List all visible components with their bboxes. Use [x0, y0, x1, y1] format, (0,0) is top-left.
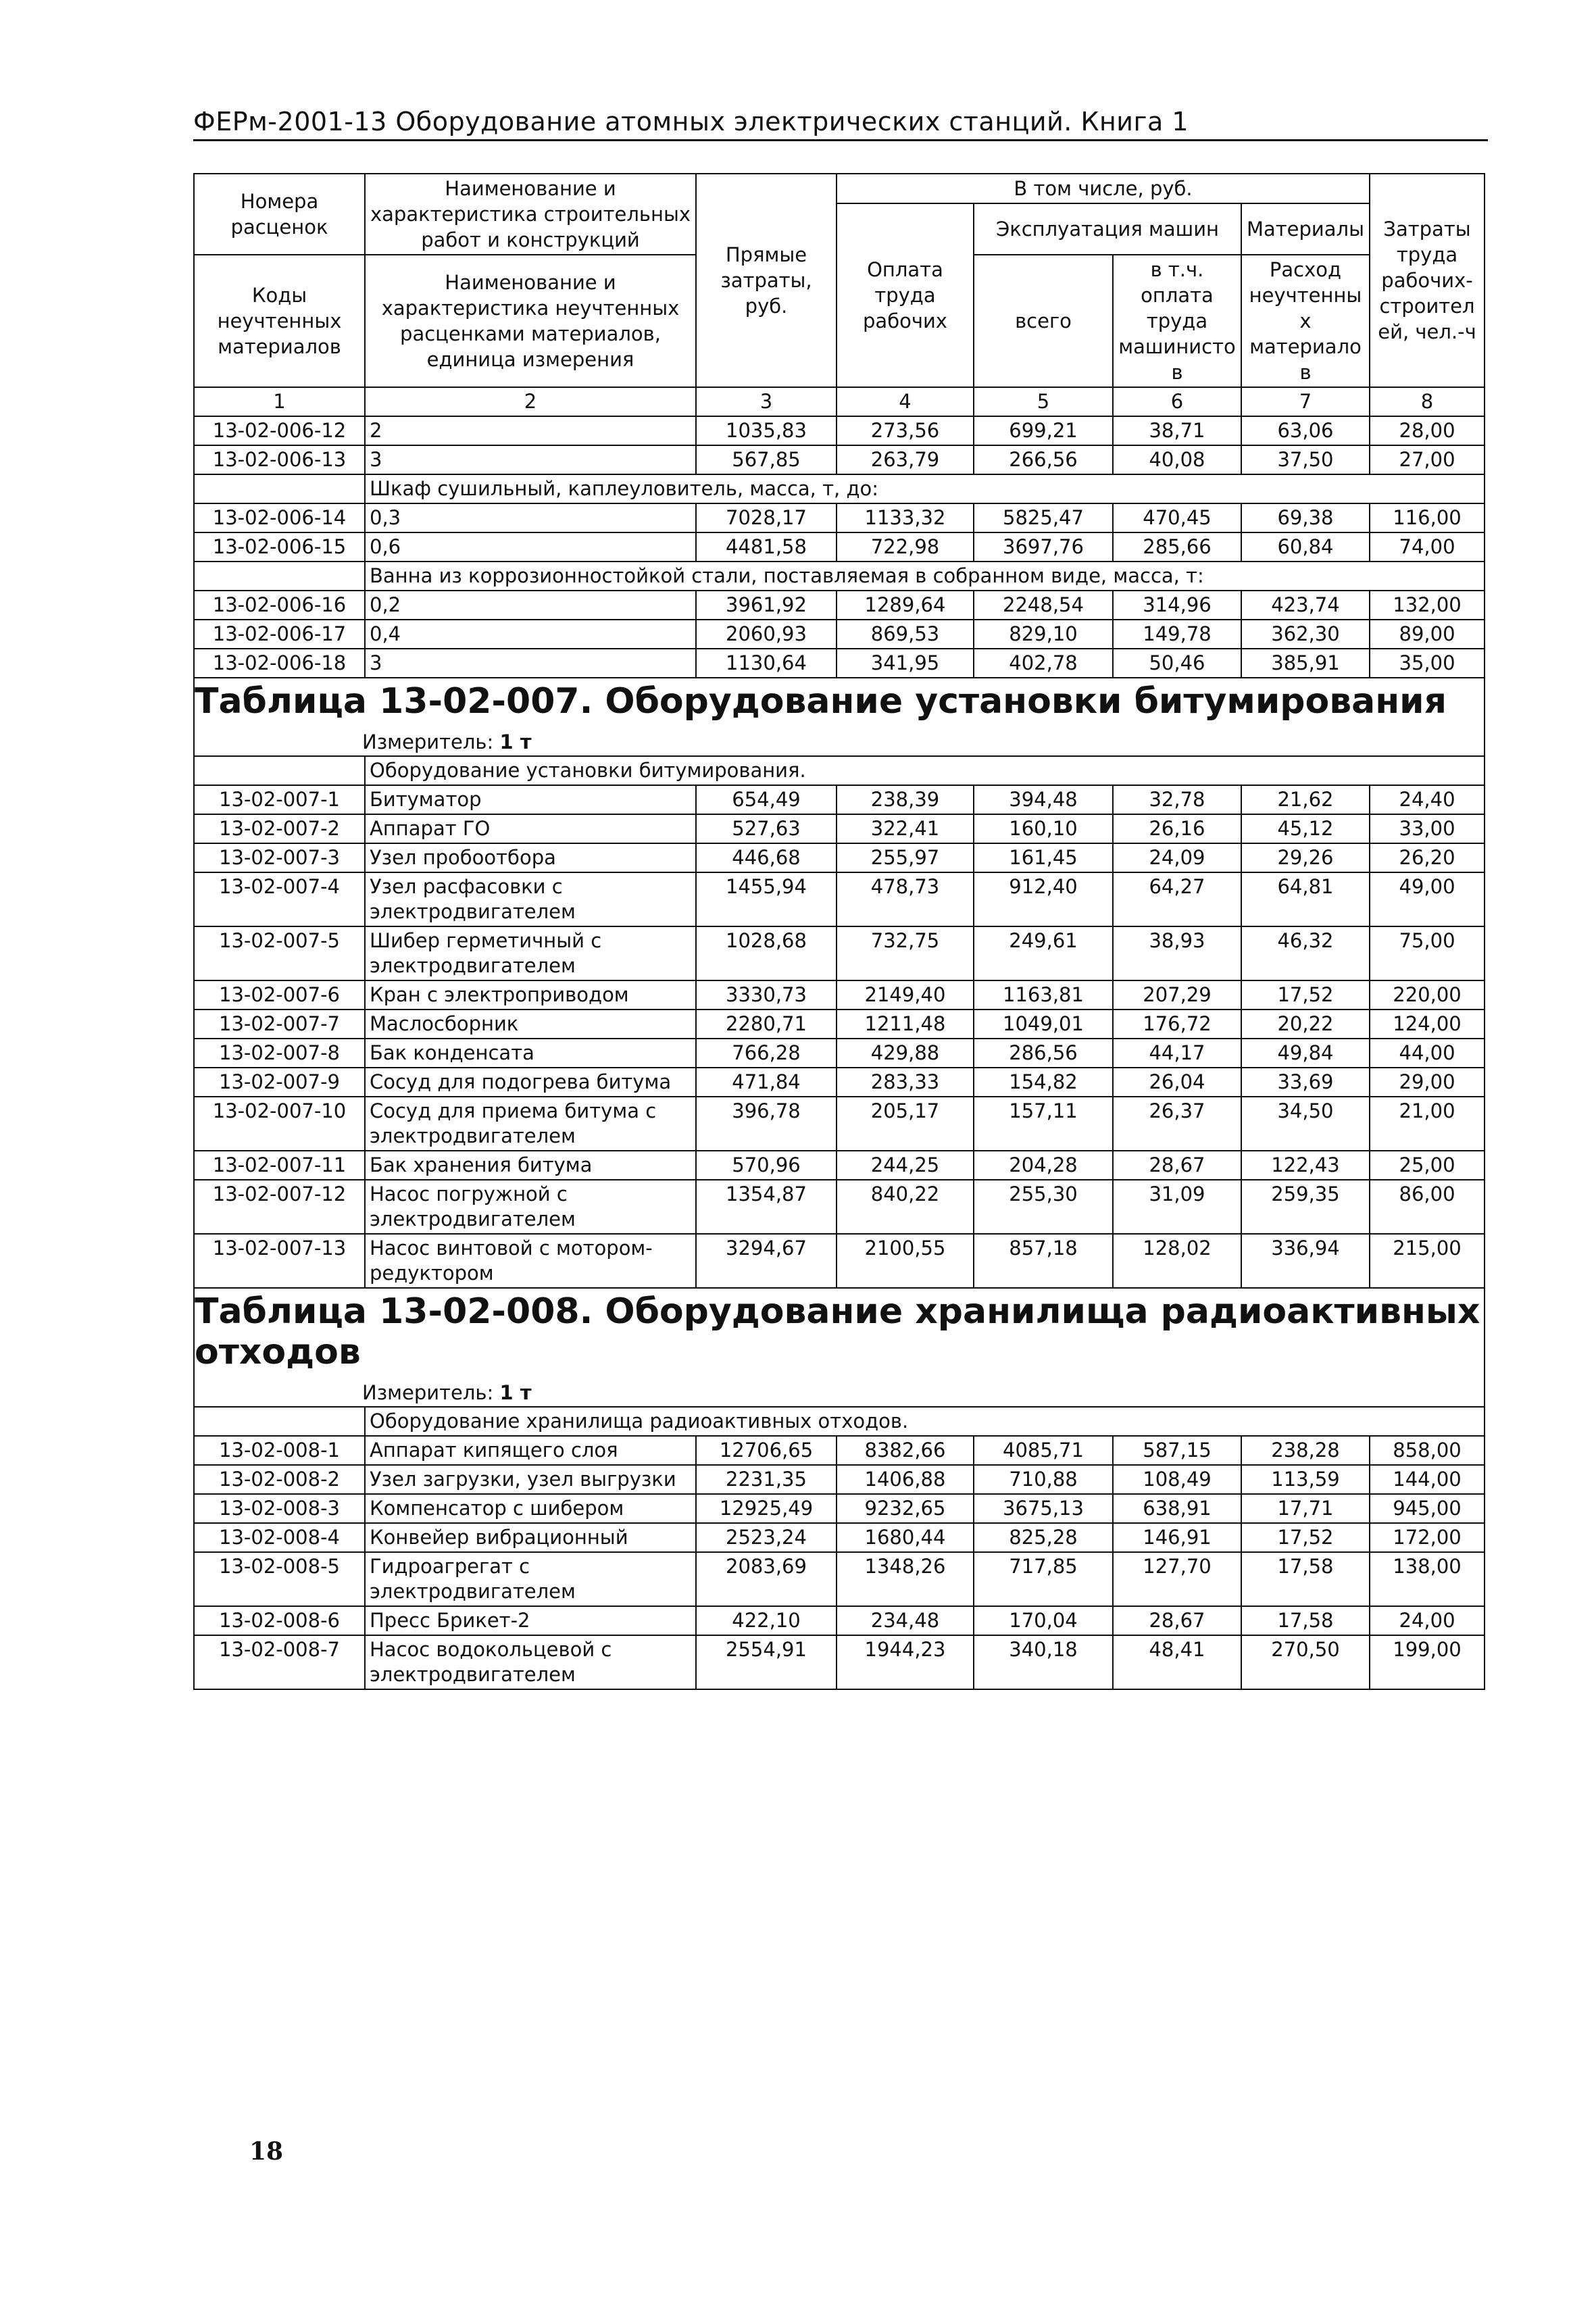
- value-cell: 17,58: [1241, 1606, 1370, 1635]
- col3-header: Прямые затраты, руб.: [696, 174, 837, 387]
- value-cell: 170,04: [974, 1606, 1113, 1635]
- rate-name: 0,4: [365, 620, 696, 649]
- value-cell: 266,56: [974, 445, 1113, 474]
- rates-table: [193, 173, 1485, 1690]
- value-cell: 28,67: [1113, 1151, 1241, 1180]
- value-cell: 24,00: [1370, 1606, 1485, 1635]
- column-index-cell: 1: [194, 387, 365, 416]
- rate-code: 13-02-007-6: [194, 980, 365, 1010]
- value-cell: 21,62: [1241, 785, 1370, 814]
- value-cell: 2149,40: [837, 980, 974, 1010]
- rate-code: 13-02-008-2: [194, 1465, 365, 1494]
- value-cell: 146,91: [1113, 1523, 1241, 1552]
- rate-name: Шибер герметичный с электродвигателем: [365, 926, 696, 980]
- value-cell: 28,67: [1113, 1606, 1241, 1635]
- value-cell: 912,40: [974, 872, 1113, 926]
- value-cell: 385,91: [1241, 649, 1370, 678]
- rate-code: 13-02-006-14: [194, 503, 365, 532]
- value-cell: 12706,65: [696, 1436, 837, 1465]
- value-cell: 766,28: [696, 1039, 837, 1068]
- value-cell: 38,93: [1113, 926, 1241, 980]
- value-cell: 336,94: [1241, 1234, 1370, 1288]
- value-cell: 1133,32: [837, 503, 974, 532]
- value-cell: 127,70: [1113, 1552, 1241, 1606]
- rate-name: Аппарат ГО: [365, 814, 696, 843]
- value-cell: 215,00: [1370, 1234, 1485, 1288]
- rate-name: Насос погружной с электродвигателем: [365, 1180, 696, 1234]
- rate-name: 0,6: [365, 532, 696, 562]
- group-title: Оборудование установки битумирования.: [365, 756, 1485, 785]
- value-cell: 35,00: [1370, 649, 1485, 678]
- group-title: Оборудование хранилища радиоактивных отходов.: [365, 1407, 1485, 1436]
- value-cell: 3961,92: [696, 591, 837, 620]
- table-row: [194, 445, 1485, 474]
- rate-name: Узел пробоотбора: [365, 843, 696, 872]
- rate-code: 13-02-007-10: [194, 1097, 365, 1151]
- value-cell: 17,71: [1241, 1494, 1370, 1523]
- value-cell: 4481,58: [696, 532, 837, 562]
- value-cell: 9232,65: [837, 1494, 974, 1523]
- table-row: [194, 532, 1485, 562]
- value-cell: 26,20: [1370, 843, 1485, 872]
- table-row: [194, 926, 1485, 980]
- value-cell: 7028,17: [696, 503, 837, 532]
- measure-label: Измеритель:: [362, 730, 494, 753]
- value-cell: 471,84: [696, 1068, 837, 1097]
- value-cell: 50,46: [1113, 649, 1241, 678]
- col2-top-header: Наименование и характеристика строительных работ и конструкций: [365, 174, 696, 255]
- value-cell: 710,88: [974, 1465, 1113, 1494]
- value-cell: 108,49: [1113, 1465, 1241, 1494]
- value-cell: 45,12: [1241, 814, 1370, 843]
- value-cell: 362,30: [1241, 620, 1370, 649]
- value-cell: 138,00: [1370, 1552, 1485, 1606]
- measure-label: Измеритель:: [362, 1381, 494, 1404]
- table-row: [194, 814, 1485, 843]
- value-cell: 37,50: [1241, 445, 1370, 474]
- value-cell: 49,84: [1241, 1039, 1370, 1068]
- value-cell: 1406,88: [837, 1465, 974, 1494]
- column-index-cell: 8: [1370, 387, 1485, 416]
- table-row: [194, 416, 1485, 445]
- value-cell: 17,52: [1241, 1523, 1370, 1552]
- value-cell: 2231,35: [696, 1465, 837, 1494]
- group-spacer: [194, 474, 365, 503]
- table-row: [194, 1552, 1485, 1606]
- rate-code: 13-02-007-12: [194, 1180, 365, 1234]
- rate-code: 13-02-008-7: [194, 1635, 365, 1689]
- value-cell: 17,52: [1241, 980, 1370, 1010]
- value-cell: 176,72: [1113, 1010, 1241, 1039]
- rate-code: 13-02-007-13: [194, 1234, 365, 1288]
- value-cell: 2280,71: [696, 1010, 837, 1039]
- table-row: [194, 1010, 1485, 1039]
- value-cell: 3294,67: [696, 1234, 837, 1288]
- value-cell: 869,53: [837, 620, 974, 649]
- value-cell: 12925,49: [696, 1494, 837, 1523]
- value-cell: 75,00: [1370, 926, 1485, 980]
- rate-code: 13-02-006-18: [194, 649, 365, 678]
- table-row: [194, 1234, 1485, 1288]
- col5-header: всего: [974, 255, 1113, 387]
- table-row: [194, 1465, 1485, 1494]
- rate-code: 13-02-006-16: [194, 591, 365, 620]
- rate-code: 13-02-007-2: [194, 814, 365, 843]
- value-cell: 2083,69: [696, 1552, 837, 1606]
- table-row: [194, 503, 1485, 532]
- rate-code: 13-02-007-1: [194, 785, 365, 814]
- group-spacer: [194, 756, 365, 785]
- value-cell: 160,10: [974, 814, 1113, 843]
- value-cell: 199,00: [1370, 1635, 1485, 1689]
- value-cell: 20,22: [1241, 1010, 1370, 1039]
- value-cell: 858,00: [1370, 1436, 1485, 1465]
- value-cell: 124,00: [1370, 1010, 1485, 1039]
- value-cell: 234,48: [837, 1606, 974, 1635]
- col7-header: Расход неучтенны х материало в: [1241, 255, 1370, 387]
- value-cell: 829,10: [974, 620, 1113, 649]
- value-cell: 21,00: [1370, 1097, 1485, 1151]
- table-row: [194, 1180, 1485, 1234]
- rate-name: Пресс Брикет-2: [365, 1606, 696, 1635]
- value-cell: 238,28: [1241, 1436, 1370, 1465]
- value-cell: 3330,73: [696, 980, 837, 1010]
- rate-code: 13-02-006-15: [194, 532, 365, 562]
- value-cell: 40,08: [1113, 445, 1241, 474]
- value-cell: 38,71: [1113, 416, 1241, 445]
- table-row: [194, 1436, 1485, 1465]
- column-index-cell: 5: [974, 387, 1113, 416]
- rate-name: Узел расфасовки с электродвигателем: [365, 872, 696, 926]
- value-cell: 116,00: [1370, 503, 1485, 532]
- value-cell: 25,00: [1370, 1151, 1485, 1180]
- value-cell: 74,00: [1370, 532, 1485, 562]
- value-cell: 263,79: [837, 445, 974, 474]
- table-body: [194, 174, 1485, 1689]
- table-row: [194, 1097, 1485, 1151]
- rate-name: 2: [365, 416, 696, 445]
- column-index-cell: 3: [696, 387, 837, 416]
- main-table-frame: [193, 173, 1484, 1690]
- value-cell: 244,25: [837, 1151, 974, 1180]
- rate-code: 13-02-008-6: [194, 1606, 365, 1635]
- section-title: Таблица 13-02-007. Оборудование установки битумирования: [195, 681, 1447, 722]
- value-cell: 89,00: [1370, 620, 1485, 649]
- rate-name: Узел загрузки, узел выгрузки: [365, 1465, 696, 1494]
- group-title: Шкаф сушильный, каплеуловитель, масса, т, до:: [365, 474, 1485, 503]
- value-cell: 255,30: [974, 1180, 1113, 1234]
- value-cell: 220,00: [1370, 980, 1485, 1010]
- col6-header: в т.ч. оплата труда машинисто в: [1113, 255, 1241, 387]
- value-cell: 429,88: [837, 1039, 974, 1068]
- value-cell: 402,78: [974, 649, 1113, 678]
- value-cell: 31,09: [1113, 1180, 1241, 1234]
- table-row: [194, 649, 1485, 678]
- measure-line: [195, 1379, 1484, 1406]
- measure-line: [195, 728, 1484, 755]
- value-cell: 113,59: [1241, 1465, 1370, 1494]
- section-title: Таблица 13-02-008. Оборудование хранилища радиоактивных отходов: [195, 1291, 1480, 1372]
- value-cell: 24,40: [1370, 785, 1485, 814]
- value-cell: 26,04: [1113, 1068, 1241, 1097]
- value-cell: 286,56: [974, 1039, 1113, 1068]
- value-cell: 26,16: [1113, 814, 1241, 843]
- group-title: Ванна из коррозионностойкой стали, поставляемая в собранном виде, масса, т:: [365, 562, 1485, 591]
- value-cell: 1354,87: [696, 1180, 837, 1234]
- page-header: ФЕРм-2001-13 Оборудование атомных электрических станций. Книга 1: [193, 107, 1488, 141]
- value-cell: 207,29: [1113, 980, 1241, 1010]
- rate-name: Кран с электроприводом: [365, 980, 696, 1010]
- rate-code: 13-02-007-5: [194, 926, 365, 980]
- rate-code: 13-02-007-9: [194, 1068, 365, 1097]
- value-cell: 638,91: [1113, 1494, 1241, 1523]
- section-header-row: [194, 1288, 1485, 1407]
- rate-name: Насос винтовой с мотором-редуктором: [365, 1234, 696, 1288]
- column-index-cell: 4: [837, 387, 974, 416]
- col4-header: Оплата труда рабочих: [837, 203, 974, 387]
- rate-code: 13-02-006-12: [194, 416, 365, 445]
- incl-header: В том числе, руб.: [837, 174, 1370, 203]
- value-cell: 394,48: [974, 785, 1113, 814]
- rate-code: 13-02-008-1: [194, 1436, 365, 1465]
- value-cell: 144,00: [1370, 1465, 1485, 1494]
- value-cell: 49,00: [1370, 872, 1485, 926]
- value-cell: 3697,76: [974, 532, 1113, 562]
- value-cell: 2060,93: [696, 620, 837, 649]
- value-cell: 1211,48: [837, 1010, 974, 1039]
- value-cell: 122,43: [1241, 1151, 1370, 1180]
- value-cell: 857,18: [974, 1234, 1113, 1288]
- column-index-cell: 7: [1241, 387, 1370, 416]
- value-cell: 527,63: [696, 814, 837, 843]
- value-cell: 8382,66: [837, 1436, 974, 1465]
- value-cell: 945,00: [1370, 1494, 1485, 1523]
- value-cell: 255,97: [837, 843, 974, 872]
- value-cell: 283,33: [837, 1068, 974, 1097]
- value-cell: 149,78: [1113, 620, 1241, 649]
- value-cell: 478,73: [837, 872, 974, 926]
- group-spacer: [194, 562, 365, 591]
- table-row: [194, 843, 1485, 872]
- rate-code: 13-02-007-4: [194, 872, 365, 926]
- table-row: [194, 1068, 1485, 1097]
- table-row: [194, 1039, 1485, 1068]
- column-index-cell: 6: [1113, 387, 1241, 416]
- table-row: [194, 872, 1485, 926]
- table-row: [194, 1494, 1485, 1523]
- value-cell: 567,85: [696, 445, 837, 474]
- materials-header: Материалы: [1241, 203, 1370, 255]
- value-cell: 32,78: [1113, 785, 1241, 814]
- col1-top-header: Номера расценок: [194, 174, 365, 255]
- rate-name: 3: [365, 445, 696, 474]
- value-cell: 29,26: [1241, 843, 1370, 872]
- rate-name: Аппарат кипящего слоя: [365, 1436, 696, 1465]
- value-cell: 1028,68: [696, 926, 837, 980]
- value-cell: 1348,26: [837, 1552, 974, 1606]
- rate-code: 13-02-006-13: [194, 445, 365, 474]
- rate-name: 0,2: [365, 591, 696, 620]
- table-row: [194, 1151, 1485, 1180]
- column-index-row: [194, 387, 1485, 416]
- value-cell: 1163,81: [974, 980, 1113, 1010]
- value-cell: 48,41: [1113, 1635, 1241, 1689]
- value-cell: 270,50: [1241, 1635, 1370, 1689]
- value-cell: 732,75: [837, 926, 974, 980]
- value-cell: 60,84: [1241, 532, 1370, 562]
- value-cell: 26,37: [1113, 1097, 1241, 1151]
- value-cell: 825,28: [974, 1523, 1113, 1552]
- value-cell: 717,85: [974, 1552, 1113, 1606]
- value-cell: 172,00: [1370, 1523, 1485, 1552]
- value-cell: 285,66: [1113, 532, 1241, 562]
- value-cell: 64,81: [1241, 872, 1370, 926]
- value-cell: 1049,01: [974, 1010, 1113, 1039]
- rate-name: Конвейер вибрационный: [365, 1523, 696, 1552]
- value-cell: 64,27: [1113, 872, 1241, 926]
- value-cell: 423,74: [1241, 591, 1370, 620]
- table-row: [194, 785, 1485, 814]
- machines-header: Эксплуатация машин: [974, 203, 1241, 255]
- value-cell: 1455,94: [696, 872, 837, 926]
- table-row: [194, 1635, 1485, 1689]
- rate-code: 13-02-006-17: [194, 620, 365, 649]
- value-cell: 63,06: [1241, 416, 1370, 445]
- rate-code: 13-02-007-8: [194, 1039, 365, 1068]
- value-cell: 44,00: [1370, 1039, 1485, 1068]
- value-cell: 273,56: [837, 416, 974, 445]
- rate-name: 3: [365, 649, 696, 678]
- rate-name: Сосуд для подогрева битума: [365, 1068, 696, 1097]
- value-cell: 840,22: [837, 1180, 974, 1234]
- table-row: [194, 980, 1485, 1010]
- value-cell: 27,00: [1370, 445, 1485, 474]
- value-cell: 322,41: [837, 814, 974, 843]
- group-spacer: [194, 1407, 365, 1436]
- value-cell: 33,00: [1370, 814, 1485, 843]
- page-number: 18: [249, 2137, 284, 2166]
- rate-code: 13-02-008-5: [194, 1552, 365, 1606]
- value-cell: 587,15: [1113, 1436, 1241, 1465]
- value-cell: 2248,54: [974, 591, 1113, 620]
- table-row: [194, 620, 1485, 649]
- value-cell: 3675,13: [974, 1494, 1113, 1523]
- col2-bottom-header: Наименование и характеристика неучтенных расценками материалов, единица измерения: [365, 255, 696, 387]
- rate-name: Компенсатор с шибером: [365, 1494, 696, 1523]
- table-row: [194, 1523, 1485, 1552]
- table-row: [194, 1606, 1485, 1635]
- rate-name: Бак конденсата: [365, 1039, 696, 1068]
- column-index-cell: 2: [365, 387, 696, 416]
- value-cell: 204,28: [974, 1151, 1113, 1180]
- measure-value: 1 т: [499, 1381, 532, 1404]
- rate-name: 0,3: [365, 503, 696, 532]
- section-header-row: [194, 678, 1485, 756]
- value-cell: 5825,47: [974, 503, 1113, 532]
- rate-name: Бак хранения битума: [365, 1151, 696, 1180]
- value-cell: 654,49: [696, 785, 837, 814]
- value-cell: 33,69: [1241, 1068, 1370, 1097]
- value-cell: 157,11: [974, 1097, 1113, 1151]
- rate-code: 13-02-008-3: [194, 1494, 365, 1523]
- value-cell: 314,96: [1113, 591, 1241, 620]
- value-cell: 161,45: [974, 843, 1113, 872]
- value-cell: 396,78: [696, 1097, 837, 1151]
- value-cell: 17,58: [1241, 1552, 1370, 1606]
- value-cell: 28,00: [1370, 416, 1485, 445]
- value-cell: 2100,55: [837, 1234, 974, 1288]
- value-cell: 340,18: [974, 1635, 1113, 1689]
- group-row: [194, 474, 1485, 503]
- value-cell: 4085,71: [974, 1436, 1113, 1465]
- value-cell: 422,10: [696, 1606, 837, 1635]
- value-cell: 238,39: [837, 785, 974, 814]
- col1-bottom-header: Коды неучтенных материалов: [194, 255, 365, 387]
- rate-code: 13-02-008-4: [194, 1523, 365, 1552]
- value-cell: 699,21: [974, 416, 1113, 445]
- measure-value: 1 т: [499, 730, 532, 753]
- value-cell: 1944,23: [837, 1635, 974, 1689]
- value-cell: 154,82: [974, 1068, 1113, 1097]
- table-row: [194, 591, 1485, 620]
- value-cell: 205,17: [837, 1097, 974, 1151]
- value-cell: 128,02: [1113, 1234, 1241, 1288]
- value-cell: 1035,83: [696, 416, 837, 445]
- value-cell: 1130,64: [696, 649, 837, 678]
- value-cell: 24,09: [1113, 843, 1241, 872]
- value-cell: 1289,64: [837, 591, 974, 620]
- value-cell: 132,00: [1370, 591, 1485, 620]
- value-cell: 249,61: [974, 926, 1113, 980]
- value-cell: 86,00: [1370, 1180, 1485, 1234]
- value-cell: 2523,24: [696, 1523, 837, 1552]
- rate-name: Насос водокольцевой с электродвигателем: [365, 1635, 696, 1689]
- value-cell: 470,45: [1113, 503, 1241, 532]
- value-cell: 446,68: [696, 843, 837, 872]
- value-cell: 570,96: [696, 1151, 837, 1180]
- rate-name: Маслосборник: [365, 1010, 696, 1039]
- group-row: [194, 756, 1485, 785]
- value-cell: 29,00: [1370, 1068, 1485, 1097]
- value-cell: 2554,91: [696, 1635, 837, 1689]
- value-cell: 34,50: [1241, 1097, 1370, 1151]
- rate-name: Гидроагрегат с электродвигателем: [365, 1552, 696, 1606]
- value-cell: 44,17: [1113, 1039, 1241, 1068]
- col8-header: Затраты труда рабочих-строител ей, чел.-ч: [1370, 174, 1485, 387]
- rate-name: Битуматор: [365, 785, 696, 814]
- value-cell: 46,32: [1241, 926, 1370, 980]
- value-cell: 1680,44: [837, 1523, 974, 1552]
- value-cell: 69,38: [1241, 503, 1370, 532]
- rate-code: 13-02-007-7: [194, 1010, 365, 1039]
- rate-name: Сосуд для приема битума с электродвигателем: [365, 1097, 696, 1151]
- rate-code: 13-02-007-3: [194, 843, 365, 872]
- rate-code: 13-02-007-11: [194, 1151, 365, 1180]
- value-cell: 259,35: [1241, 1180, 1370, 1234]
- value-cell: 341,95: [837, 649, 974, 678]
- value-cell: 722,98: [837, 532, 974, 562]
- group-row: [194, 562, 1485, 591]
- group-row: [194, 1407, 1485, 1436]
- header-row-1: [194, 174, 1485, 203]
